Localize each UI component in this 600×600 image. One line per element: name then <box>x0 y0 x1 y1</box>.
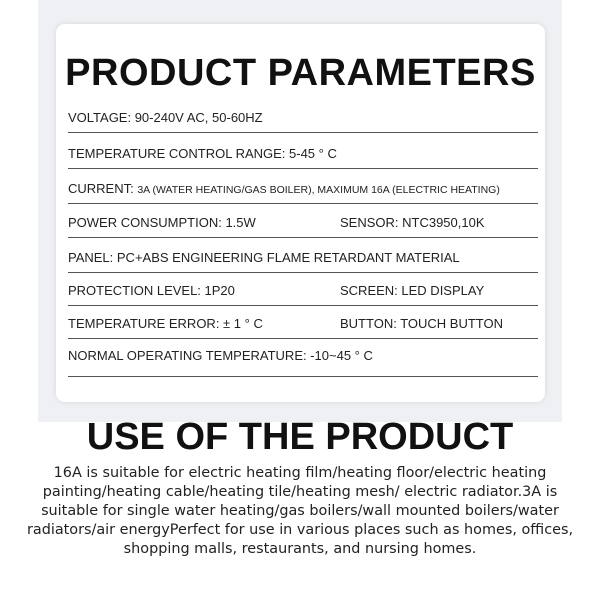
usage-description: 16A is suitable for electric heating film/heating floor/electric heating painting/heating cable/heating tile/heating mesh/ electric radiator.3A is suitable for single water heating/gas boilers/wall mounted boilers/water radiators/air energyPerfect for use in various places such as homes, offices, shopping malls, restaurants, and nursing homes. <box>26 465 574 557</box>
parameters-card <box>56 24 545 402</box>
param-current <box>68 181 500 196</box>
usage-title: USE OF THE PRODUCT <box>86 416 514 458</box>
param-screen: SCREEN: LED DISPLAY <box>340 283 485 298</box>
param-protection-level: PROTECTION LEVEL: 1P20 <box>68 283 235 298</box>
param-current-label: CURRENT: <box>68 181 138 196</box>
param-normal-operating-temperature: NORMAL OPERATING TEMPERATURE: -10~45 ° C <box>68 348 373 363</box>
param-row-protection-screen <box>68 272 538 306</box>
param-temperature-error: TEMPERATURE ERROR: ± 1 ° C <box>68 316 263 331</box>
param-temperature-control-range: TEMPERATURE CONTROL RANGE: 5-45 ° C <box>68 146 337 161</box>
param-button: BUTTON: TOUCH BUTTON <box>340 316 503 331</box>
param-row-panel <box>68 237 538 273</box>
param-row-operating-temperature <box>68 338 538 377</box>
param-panel: PANEL: PC+ABS ENGINEERING FLAME RETARDANT MATERIAL <box>68 250 460 265</box>
param-row-temperature-range <box>68 132 538 169</box>
param-voltage: VOLTAGE: 90-240V AC, 50-60HZ <box>68 110 263 125</box>
param-row-error-button <box>68 305 538 339</box>
param-sensor: SENSOR: NTC3950,10K <box>340 215 485 230</box>
param-row-power-sensor <box>68 203 538 238</box>
param-power-consumption: POWER CONSUMPTION: 1.5W <box>68 215 256 230</box>
parameters-title: PRODUCT PARAMETERS <box>65 52 536 94</box>
param-row-voltage <box>68 96 538 133</box>
param-row-current <box>68 168 538 204</box>
param-current-value: 3A (WATER HEATING/GAS BOILER), MAXIMUM 16A (ELECTRIC HEATING) <box>137 184 500 196</box>
